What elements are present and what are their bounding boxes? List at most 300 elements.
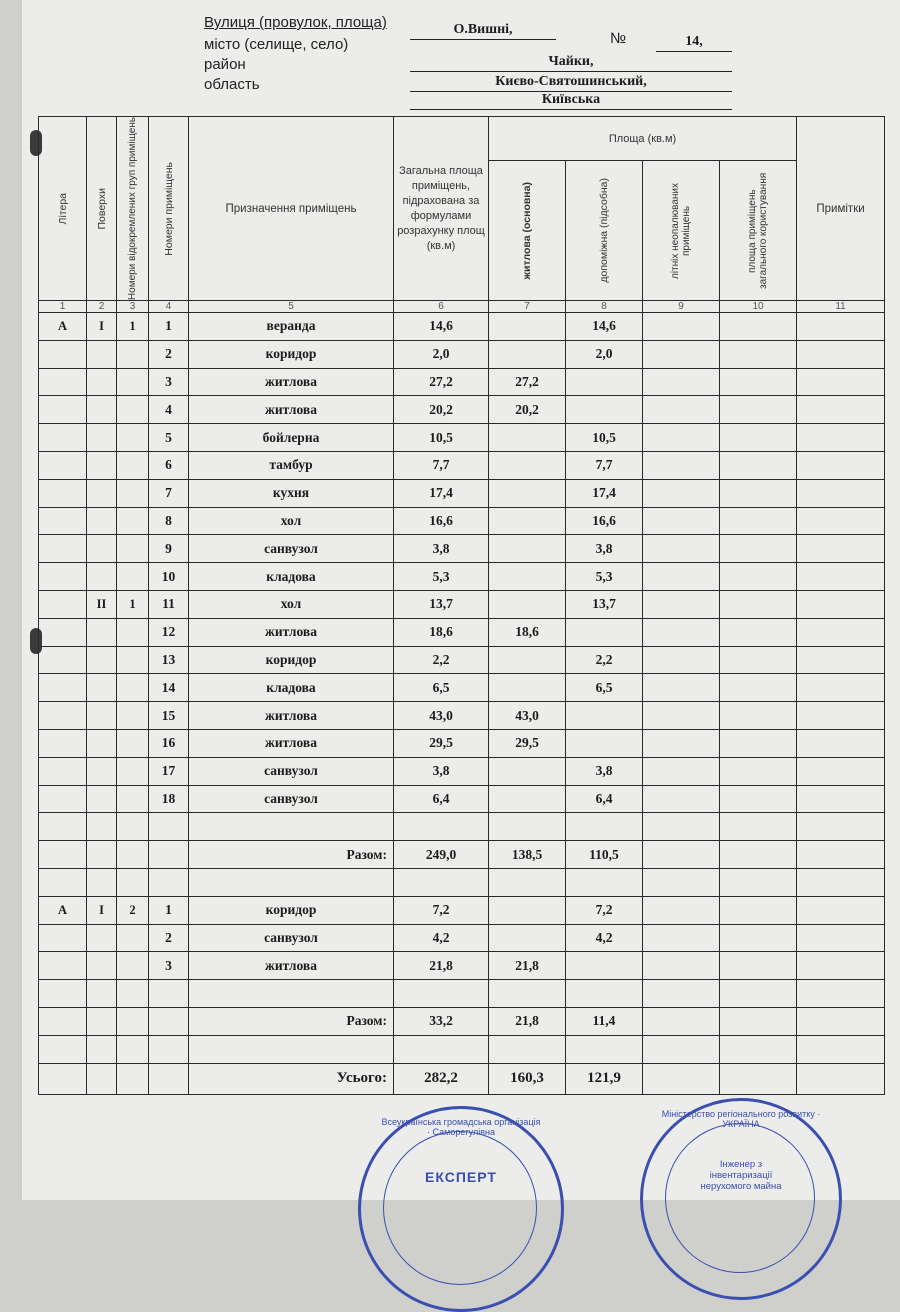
- living-area-cell: [489, 896, 566, 924]
- empty-cell: [643, 896, 720, 924]
- empty-cell: [720, 1035, 797, 1063]
- table-row: [39, 340, 885, 368]
- floor-cell: [87, 674, 117, 702]
- empty-cell: [643, 702, 720, 730]
- empty-cell: [797, 535, 885, 563]
- blank-row: [39, 869, 885, 897]
- city-label: місто (селище, село): [204, 36, 349, 53]
- empty-cell: [720, 952, 797, 980]
- room-purpose-cell: житлова: [189, 730, 394, 758]
- empty-cell: [720, 813, 797, 841]
- header-purpose: Призначення приміщень: [189, 117, 394, 301]
- column-number: 11: [797, 301, 885, 313]
- living-area-cell: 29,5: [489, 730, 566, 758]
- empty-cell: [189, 869, 394, 897]
- blank-row: [39, 1035, 885, 1063]
- auxiliary-area-cell: 7,2: [566, 896, 643, 924]
- room-purpose-cell: веранда: [189, 313, 394, 341]
- header-common-use: площа приміщень загального користування: [720, 161, 797, 301]
- empty-cell: [39, 841, 87, 869]
- total-area-cell: 27,2: [394, 368, 489, 396]
- total-area-cell: 18,6: [394, 618, 489, 646]
- empty-cell: [797, 730, 885, 758]
- room-number-cell: 2: [149, 340, 189, 368]
- table-row: [39, 702, 885, 730]
- total-area-cell: 2,2: [394, 646, 489, 674]
- header-notes: Примітки: [797, 117, 885, 301]
- empty-cell: [643, 535, 720, 563]
- litera-cell: [39, 591, 87, 619]
- group-cell: [117, 730, 149, 758]
- floor-cell: [87, 563, 117, 591]
- room-purpose-cell: житлова: [189, 396, 394, 424]
- table-row: [39, 674, 885, 702]
- litera-cell: А: [39, 896, 87, 924]
- empty-cell: [797, 841, 885, 869]
- room-purpose-cell: житлова: [189, 618, 394, 646]
- empty-cell: [87, 1008, 117, 1036]
- floor-cell: [87, 507, 117, 535]
- table-row: [39, 591, 885, 619]
- empty-cell: [720, 535, 797, 563]
- floor-cell: ІІ: [87, 591, 117, 619]
- floor-cell: [87, 396, 117, 424]
- living-area-cell: [489, 313, 566, 341]
- column-number: 2: [87, 301, 117, 313]
- empty-cell: [797, 702, 885, 730]
- auxiliary-area-cell: [566, 368, 643, 396]
- auxiliary-area-cell: 7,7: [566, 452, 643, 480]
- empty-cell: [797, 591, 885, 619]
- living-area-cell: [489, 563, 566, 591]
- empty-cell: [117, 1008, 149, 1036]
- empty-cell: [643, 674, 720, 702]
- group-cell: [117, 507, 149, 535]
- total-area-cell: 3,8: [394, 535, 489, 563]
- room-number-cell: 11: [149, 591, 189, 619]
- living-area-cell: [489, 646, 566, 674]
- empty-cell: [797, 618, 885, 646]
- total-area-cell: 43,0: [394, 702, 489, 730]
- room-number-cell: 8: [149, 507, 189, 535]
- auxiliary-area-cell: 3,8: [566, 757, 643, 785]
- total-area-cell: 10,5: [394, 424, 489, 452]
- empty-cell: [720, 507, 797, 535]
- group-cell: [117, 452, 149, 480]
- auxiliary-area-cell: [566, 730, 643, 758]
- room-number-cell: 4: [149, 396, 189, 424]
- group-cell: [117, 646, 149, 674]
- auxiliary-area-cell: [566, 952, 643, 980]
- litera-cell: [39, 618, 87, 646]
- room-purpose-cell: хол: [189, 591, 394, 619]
- living-area-cell: [489, 757, 566, 785]
- group-cell: [117, 952, 149, 980]
- floor-cell: [87, 618, 117, 646]
- empty-cell: [87, 1035, 117, 1063]
- floor-cell: [87, 924, 117, 952]
- empty-cell: [797, 452, 885, 480]
- column-number: 8: [566, 301, 643, 313]
- empty-cell: [149, 869, 189, 897]
- header-room-numbers: Номери приміщень: [149, 117, 189, 301]
- empty-cell: [797, 1008, 885, 1036]
- group-cell: 2: [117, 896, 149, 924]
- floor-cell: [87, 340, 117, 368]
- empty-cell: [720, 841, 797, 869]
- grand-total-auxiliary: 121,9: [566, 1063, 643, 1094]
- living-area-cell: [489, 340, 566, 368]
- litera-cell: [39, 340, 87, 368]
- empty-cell: [149, 1035, 189, 1063]
- room-purpose-cell: кладова: [189, 674, 394, 702]
- empty-cell: [720, 313, 797, 341]
- total-area-cell: 20,2: [394, 396, 489, 424]
- room-purpose-cell: житлова: [189, 368, 394, 396]
- room-purpose-cell: тамбур: [189, 452, 394, 480]
- living-area-cell: [489, 507, 566, 535]
- table-row: [39, 396, 885, 424]
- empty-cell: [643, 1008, 720, 1036]
- auxiliary-area-cell: 2,2: [566, 646, 643, 674]
- header-area-group: Площа (кв.м): [489, 117, 797, 161]
- total-area-cell: 6,5: [394, 674, 489, 702]
- room-number-cell: 6: [149, 452, 189, 480]
- floor-cell: [87, 479, 117, 507]
- group-cell: [117, 757, 149, 785]
- room-number-cell: 3: [149, 952, 189, 980]
- column-number: 7: [489, 301, 566, 313]
- table-row: [39, 313, 885, 341]
- room-number-cell: 3: [149, 368, 189, 396]
- district-label: район: [204, 56, 246, 73]
- living-area-cell: 27,2: [489, 368, 566, 396]
- auxiliary-area-cell: [566, 618, 643, 646]
- header-groups: Номери відокремлених груп приміщень: [117, 117, 149, 301]
- empty-cell: [643, 1063, 720, 1094]
- empty-cell: [87, 841, 117, 869]
- table-row: [39, 452, 885, 480]
- empty-cell: [797, 340, 885, 368]
- empty-cell: [189, 980, 394, 1008]
- empty-cell: [797, 757, 885, 785]
- empty-cell: [797, 952, 885, 980]
- empty-cell: [39, 1008, 87, 1036]
- column-number: 1: [39, 301, 87, 313]
- auxiliary-area-cell: 5,3: [566, 563, 643, 591]
- engineer-stamp: Міністерство регіонального розвитку · УКРАЇНА Інженер з інвентаризації нерухомого майна: [640, 1098, 842, 1300]
- subtotal-auxiliary: 11,4: [566, 1008, 643, 1036]
- subtotal-label: Разом:: [189, 841, 394, 869]
- empty-cell: [566, 813, 643, 841]
- empty-cell: [489, 1035, 566, 1063]
- litera-cell: [39, 535, 87, 563]
- empty-cell: [643, 980, 720, 1008]
- litera-cell: [39, 507, 87, 535]
- organization-stamp: Всеукраїнська громадська організація · Саморегулівна ЕКСПЕРТ: [358, 1106, 564, 1312]
- empty-cell: [797, 1035, 885, 1063]
- street-value: О.Вишні,: [410, 22, 556, 40]
- room-purpose-cell: кухня: [189, 479, 394, 507]
- room-number-cell: 10: [149, 563, 189, 591]
- room-purpose-cell: санвузол: [189, 785, 394, 813]
- living-area-cell: [489, 535, 566, 563]
- table-row: [39, 563, 885, 591]
- litera-cell: [39, 479, 87, 507]
- auxiliary-area-cell: 6,4: [566, 785, 643, 813]
- room-number-cell: 2: [149, 924, 189, 952]
- empty-cell: [643, 618, 720, 646]
- floor-cell: І: [87, 896, 117, 924]
- room-number-cell: 15: [149, 702, 189, 730]
- empty-cell: [643, 1035, 720, 1063]
- empty-cell: [117, 1063, 149, 1094]
- room-purpose-cell: коридор: [189, 646, 394, 674]
- empty-cell: [149, 980, 189, 1008]
- group-cell: [117, 674, 149, 702]
- rooms-table: [38, 116, 885, 1095]
- empty-cell: [720, 479, 797, 507]
- empty-cell: [797, 563, 885, 591]
- total-area-cell: 14,6: [394, 313, 489, 341]
- auxiliary-area-cell: [566, 396, 643, 424]
- litera-cell: [39, 924, 87, 952]
- litera-cell: [39, 563, 87, 591]
- room-number-cell: 7: [149, 479, 189, 507]
- group-cell: [117, 535, 149, 563]
- empty-cell: [797, 785, 885, 813]
- grand-total-living: 160,3: [489, 1063, 566, 1094]
- empty-cell: [39, 1035, 87, 1063]
- room-purpose-cell: житлова: [189, 702, 394, 730]
- group-cell: 1: [117, 313, 149, 341]
- auxiliary-area-cell: 14,6: [566, 313, 643, 341]
- empty-cell: [149, 1008, 189, 1036]
- empty-cell: [489, 813, 566, 841]
- empty-cell: [720, 1063, 797, 1094]
- litera-cell: А: [39, 313, 87, 341]
- empty-cell: [117, 869, 149, 897]
- total-area-cell: 21,8: [394, 952, 489, 980]
- litera-cell: [39, 368, 87, 396]
- empty-cell: [797, 368, 885, 396]
- table-row: [39, 785, 885, 813]
- empty-cell: [643, 313, 720, 341]
- living-area-cell: [489, 674, 566, 702]
- empty-cell: [720, 785, 797, 813]
- room-number-cell: 13: [149, 646, 189, 674]
- room-purpose-cell: санвузол: [189, 535, 394, 563]
- group-cell: [117, 702, 149, 730]
- living-area-cell: 43,0: [489, 702, 566, 730]
- room-number-cell: 16: [149, 730, 189, 758]
- total-area-cell: 7,7: [394, 452, 489, 480]
- table-row: [39, 479, 885, 507]
- empty-cell: [720, 730, 797, 758]
- empty-cell: [39, 1063, 87, 1094]
- room-number-cell: 1: [149, 313, 189, 341]
- empty-cell: [720, 674, 797, 702]
- auxiliary-area-cell: 16,6: [566, 507, 643, 535]
- empty-cell: [394, 869, 489, 897]
- city-value: Чайки,: [410, 54, 732, 72]
- total-area-cell: 13,7: [394, 591, 489, 619]
- empty-cell: [643, 646, 720, 674]
- living-area-cell: [489, 924, 566, 952]
- blank-row: [39, 813, 885, 841]
- empty-cell: [394, 1035, 489, 1063]
- total-area-cell: 3,8: [394, 757, 489, 785]
- empty-cell: [149, 841, 189, 869]
- empty-cell: [117, 1035, 149, 1063]
- auxiliary-area-cell: 6,5: [566, 674, 643, 702]
- floor-cell: [87, 785, 117, 813]
- empty-cell: [643, 757, 720, 785]
- subtotal-row: [39, 1008, 885, 1036]
- number-value: 14,: [656, 34, 732, 52]
- group-cell: [117, 479, 149, 507]
- street-label: Вулиця (провулок, площа): [204, 14, 387, 31]
- room-purpose-cell: коридор: [189, 340, 394, 368]
- column-number: 6: [394, 301, 489, 313]
- empty-cell: [189, 813, 394, 841]
- empty-cell: [87, 869, 117, 897]
- table-row: [39, 535, 885, 563]
- empty-cell: [797, 674, 885, 702]
- floor-cell: [87, 702, 117, 730]
- group-cell: [117, 924, 149, 952]
- header-litera: Літера: [39, 117, 87, 301]
- empty-cell: [720, 452, 797, 480]
- litera-cell: [39, 730, 87, 758]
- table-row: [39, 368, 885, 396]
- total-area-cell: 6,4: [394, 785, 489, 813]
- litera-cell: [39, 674, 87, 702]
- empty-cell: [797, 813, 885, 841]
- region-label: область: [204, 76, 260, 93]
- empty-cell: [643, 479, 720, 507]
- total-area-cell: 4,2: [394, 924, 489, 952]
- header-non-heated: літніх неопалюваних приміщень: [643, 161, 720, 301]
- empty-cell: [149, 813, 189, 841]
- litera-cell: [39, 396, 87, 424]
- empty-cell: [566, 980, 643, 1008]
- floor-cell: [87, 952, 117, 980]
- column-number: 4: [149, 301, 189, 313]
- room-purpose-cell: житлова: [189, 952, 394, 980]
- region-value: Київська: [410, 92, 732, 110]
- total-area-cell: 2,0: [394, 340, 489, 368]
- table-row: [39, 757, 885, 785]
- subtotal-living: 138,5: [489, 841, 566, 869]
- empty-cell: [720, 896, 797, 924]
- room-number-cell: 1: [149, 896, 189, 924]
- empty-cell: [643, 924, 720, 952]
- empty-cell: [643, 730, 720, 758]
- empty-cell: [117, 980, 149, 1008]
- living-area-cell: 21,8: [489, 952, 566, 980]
- floor-cell: [87, 757, 117, 785]
- empty-cell: [643, 507, 720, 535]
- empty-cell: [720, 924, 797, 952]
- empty-cell: [720, 368, 797, 396]
- empty-cell: [189, 1035, 394, 1063]
- floor-cell: [87, 452, 117, 480]
- empty-cell: [643, 841, 720, 869]
- empty-cell: [797, 479, 885, 507]
- empty-cell: [720, 757, 797, 785]
- subtotal-auxiliary: 110,5: [566, 841, 643, 869]
- empty-cell: [39, 869, 87, 897]
- living-area-cell: 18,6: [489, 618, 566, 646]
- living-area-cell: [489, 452, 566, 480]
- floor-cell: [87, 730, 117, 758]
- room-number-cell: 9: [149, 535, 189, 563]
- empty-cell: [720, 869, 797, 897]
- grand-total-row: [39, 1063, 885, 1094]
- empty-cell: [797, 646, 885, 674]
- auxiliary-area-cell: 3,8: [566, 535, 643, 563]
- living-area-cell: [489, 479, 566, 507]
- empty-cell: [797, 424, 885, 452]
- empty-cell: [643, 869, 720, 897]
- room-number-cell: 17: [149, 757, 189, 785]
- empty-cell: [643, 424, 720, 452]
- empty-cell: [489, 869, 566, 897]
- room-purpose-cell: коридор: [189, 896, 394, 924]
- auxiliary-area-cell: 13,7: [566, 591, 643, 619]
- room-number-cell: 18: [149, 785, 189, 813]
- empty-cell: [643, 340, 720, 368]
- grand-total-total: 282,2: [394, 1063, 489, 1094]
- litera-cell: [39, 952, 87, 980]
- empty-cell: [39, 980, 87, 1008]
- auxiliary-area-cell: 4,2: [566, 924, 643, 952]
- total-area-cell: 5,3: [394, 563, 489, 591]
- empty-cell: [643, 813, 720, 841]
- district-value: Києво-Святошинський,: [410, 74, 732, 92]
- group-cell: [117, 618, 149, 646]
- empty-cell: [87, 813, 117, 841]
- empty-cell: [720, 980, 797, 1008]
- empty-cell: [720, 563, 797, 591]
- empty-cell: [566, 1035, 643, 1063]
- floor-cell: [87, 368, 117, 396]
- number-label: №: [610, 30, 627, 47]
- litera-cell: [39, 646, 87, 674]
- column-number: 9: [643, 301, 720, 313]
- column-number: 10: [720, 301, 797, 313]
- group-cell: [117, 396, 149, 424]
- empty-cell: [797, 396, 885, 424]
- column-number: 3: [117, 301, 149, 313]
- column-number: 5: [189, 301, 394, 313]
- empty-cell: [643, 591, 720, 619]
- empty-cell: [643, 952, 720, 980]
- empty-cell: [720, 702, 797, 730]
- empty-cell: [39, 813, 87, 841]
- subtotal-living: 21,8: [489, 1008, 566, 1036]
- room-purpose-cell: хол: [189, 507, 394, 535]
- living-area-cell: [489, 591, 566, 619]
- group-cell: [117, 368, 149, 396]
- empty-cell: [720, 1008, 797, 1036]
- table-row: [39, 896, 885, 924]
- auxiliary-area-cell: 2,0: [566, 340, 643, 368]
- subtotal-total: 249,0: [394, 841, 489, 869]
- blank-row: [39, 980, 885, 1008]
- table-row: [39, 646, 885, 674]
